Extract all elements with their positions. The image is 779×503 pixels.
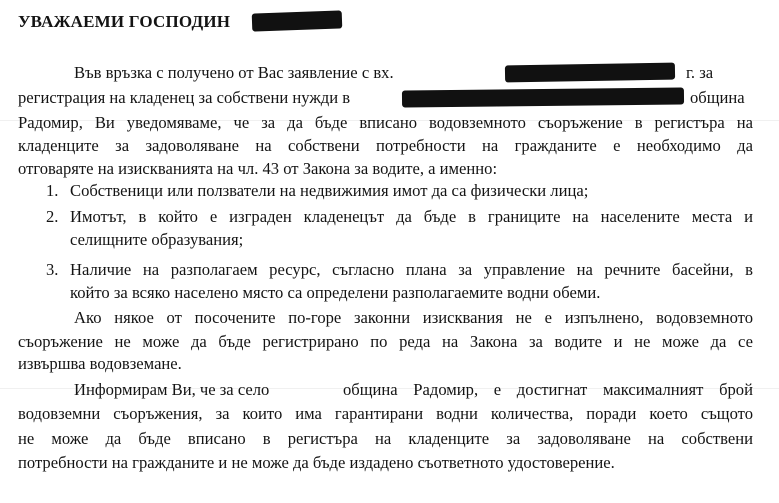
p3-line3: не може да бъде вписано в регистъра на кладенците за задоволяване на собствени: [18, 429, 753, 448]
p1-line2-start: регистрация на кладенец за собствени нужди в: [18, 88, 351, 107]
list-item-2-line2: селищните образувания;: [70, 230, 244, 249]
p3-line2: водовземни съоръжения, за които има гарантирани водни количества, поради което същото: [18, 404, 753, 423]
list-item-3-line1: Наличие на разполагаем ресурс, съгласно плана за управление на речните басейни, в: [70, 260, 753, 279]
p1-line3: Радомир, Ви уведомяваме, че за да бъде вписано водовземното съоръжение в регистъра на: [18, 113, 753, 132]
p3-line4: потребности на гражданите и не може да бъде издадено съответното удостоверение.: [18, 453, 615, 472]
p1-line4: кладенците за задоволяване на собствени потребности на гражданите е необходимо да: [18, 136, 753, 155]
p1-line5: отговаряте на изискванията на чл. 43 от Закона за водите, а именно:: [18, 159, 498, 178]
p3-line1-end: община Радомир, е достигнат максималният брой: [343, 380, 753, 399]
redaction-reference-number: [505, 63, 675, 83]
p2-line2: съоръжение не може да бъде регистрирано по реда на Закона за водите и не може да се: [18, 332, 753, 351]
p2-line1: Ако някое от посочените по-горе законни изисквания не е изпълнено, водовземното: [74, 308, 753, 327]
redaction-location: [402, 88, 684, 108]
list-item-1-number: 1.: [46, 181, 59, 200]
list-item-3-number: 3.: [46, 260, 59, 279]
p1-line1-end: г. за: [686, 63, 714, 82]
p3-line1-start: Информирам Ви, че за село: [74, 380, 270, 399]
redaction-name: [252, 10, 343, 31]
list-item-3-line2: който за всяко населено място са определени разполагаемите водни обеми.: [70, 283, 601, 302]
list-item-1-line1: Собственици или ползватели на недвижимия имот да са физически лица;: [70, 181, 589, 200]
greeting: УВАЖАЕМИ ГОСПОДИН: [18, 12, 231, 31]
list-item-2-number: 2.: [46, 207, 59, 226]
p1-line1-start: Във връзка с получено от Вас заявление с вх.: [74, 63, 394, 82]
p2-line3: извършва водовземане.: [18, 354, 182, 373]
p1-line2-end: община: [690, 88, 745, 107]
list-item-2-line1: Имотът, в който е изграден кладенецът да бъде в границите на населените места и: [70, 207, 753, 226]
